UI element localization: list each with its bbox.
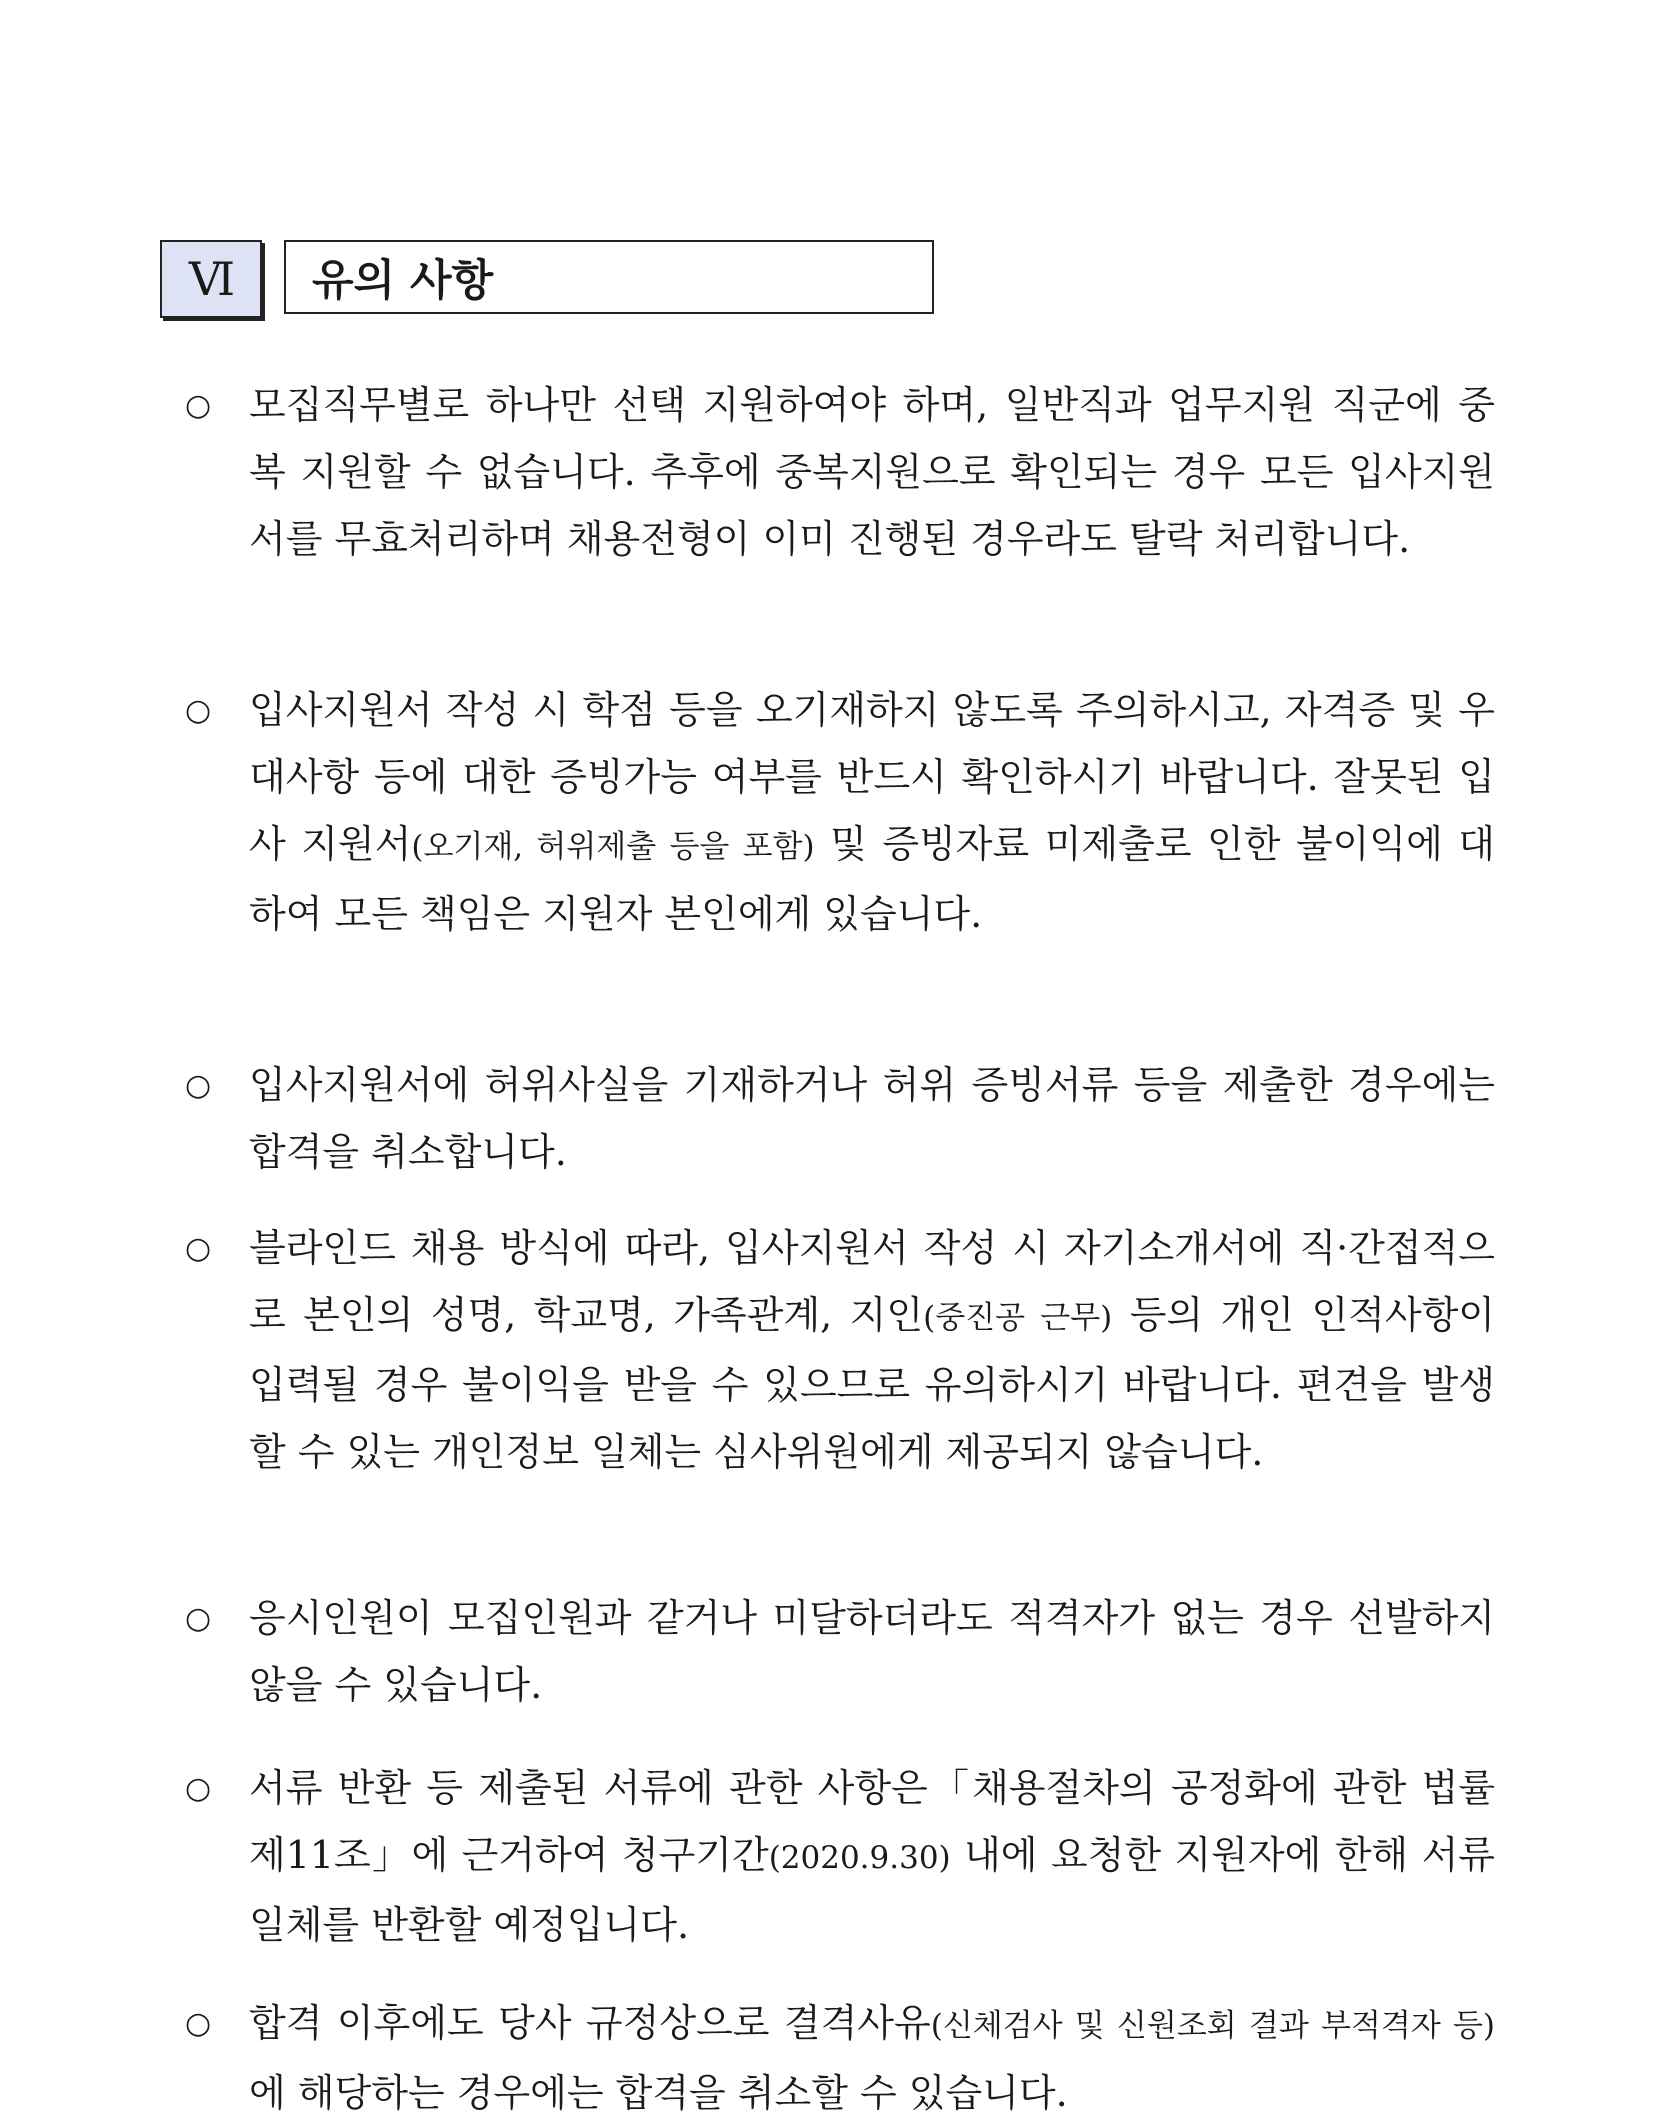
notice-parenthetical: (신체검사 및 신원조회 결과 부적격자 등) [930, 2008, 1496, 2044]
notice-text: 입사지원서 작성 시 학점 등을 오기재하지 않도록 주의하시고, 자격증 및 우대사항 등에 대한 증빙가능 여부를 반드시 확인하시기 바랍니다. 잘못된 입사 지원서 [249, 688, 1495, 866]
notice-item-duplicate-application [185, 372, 1495, 677]
notice-text: 서류 반환 등 제출된 서류에 관한 사항은「채용절차의 공정화에 관한 법률 제11조」에 근거하여 청구기간 [249, 1766, 1495, 1877]
notice-item-disqualification [185, 1990, 1495, 2127]
section-header [160, 240, 934, 318]
notice-parenthetical: (중진공 근무) [923, 1300, 1113, 1336]
notice-text: 에 해당하는 경우에는 합격을 취소할 수 있습니다. [249, 2071, 1068, 2115]
bullet-circle-icon: ○ [185, 1771, 212, 1806]
notice-parenthetical: (2020.9.30) [768, 1840, 951, 1876]
notice-text: 등의 개인 인적사항이 입력될 경우 불이익을 받을 수 있으므로 유의하시기 바랍니다. 편견을 발생할 수 있는 개인정보 일체는 심사위원에게 제공되지 않습니다. [249, 1293, 1495, 1474]
notice-text: 모집직무별로 하나만 선택 지원하여야 하며, 일반직과 업무지원 직군에 중복 지원할 수 없습니다. 추후에 중복지원으로 확인되는 경우 모든 입사지원서를 무효처리하며 채용전형이 이미 진행된 경우라도 탈락 처리합니다. [249, 383, 1495, 561]
section-title-box [284, 240, 934, 314]
notice-item-no-qualified-applicant [185, 1585, 1495, 1755]
bullet-circle-icon: ○ [185, 1231, 212, 1266]
notice-parenthetical: (오기재, 허위제출 등을 포함) [411, 829, 815, 865]
notice-text: 합격 이후에도 당사 규정상으로 결격사유 [249, 2001, 931, 2045]
bullet-circle-icon: ○ [185, 388, 212, 423]
bullet-circle-icon: ○ [185, 1068, 212, 1103]
section-title: 유의 사항 [312, 255, 494, 306]
section-number: Ⅵ [188, 252, 234, 306]
notice-text: 입사지원서에 허위사실을 기재하거나 허위 증빙서류 등을 제출한 경우에는 합격을 취소합니다. [249, 1063, 1495, 1174]
notice-text: 및 증빙자료 미제출로 인한 불이익에 대하여 모든 책임은 지원자 본인에게 있습니다. [249, 822, 1495, 936]
bullet-circle-icon: ○ [185, 693, 212, 728]
notice-item-application-accuracy [185, 677, 1495, 1052]
notice-text: 응시인원이 모집인원과 같거나 미달하더라도 적격자가 없는 경우 선발하지 않을 수 있습니다. [249, 1596, 1495, 1707]
notice-item-document-return [185, 1755, 1495, 1990]
bullet-circle-icon: ○ [185, 2006, 212, 2041]
notice-item-false-information [185, 1052, 1495, 1215]
notice-text: 내에 요청한 지원자에 한해 서류일체를 반환할 예정입니다. [249, 1833, 1495, 1947]
notice-item-blind-recruitment [185, 1215, 1495, 1585]
notice-text: 블라인드 채용 방식에 따라, 입사지원서 작성 시 자기소개서에 직·간접적으로 본인의 성명, 학교명, 가족관계, 지인 [249, 1226, 1495, 1337]
notice-list [185, 372, 1495, 2127]
bullet-circle-icon: ○ [185, 1601, 212, 1636]
section-number-box [160, 240, 262, 318]
